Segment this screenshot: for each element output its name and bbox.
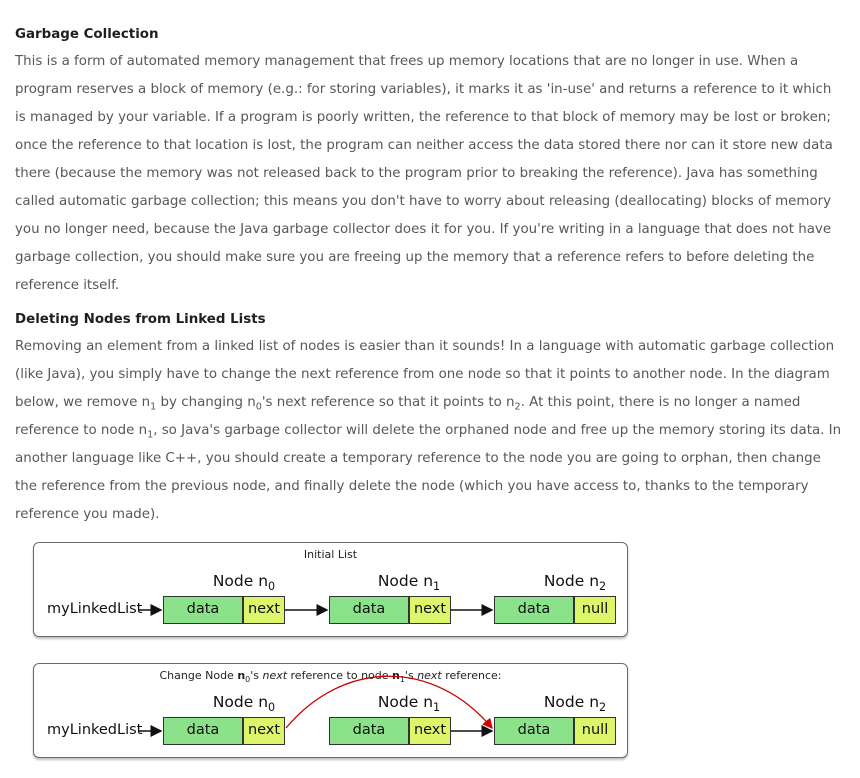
diagram-caption: Change Node $n_0's$ next reference to node $n_1's$ next reference: xyxy=(159,669,502,684)
node-data-cell: data xyxy=(329,717,409,745)
diagram-caption: Initial List xyxy=(303,548,358,561)
node-label: Node $n_1$ xyxy=(377,693,441,714)
deleting-nodes-section xyxy=(15,310,845,529)
node-label: Node $n_2$ xyxy=(543,693,607,714)
node-data-cell: data xyxy=(329,596,409,624)
node-null-cell: null xyxy=(574,596,616,624)
node-next-cell: next xyxy=(409,596,451,624)
changed-list-diagram xyxy=(33,663,628,758)
deleting-nodes-paragraph: Removing an element from a linked list of nodes is easier than it sounds! In a language with automatic garbage collection (like Java), you simply have to change the next reference from one node so that it points to another node. In the diagram below, we remove $n_1$ by changing $n_0's$ next reference so that it points to $n_2$. At this point, there is no longer a named reference to node $n_1$, so Java's garbage collector will delete the orphaned node and free up the memory storing its data. In another language like C++, you should create a temporary reference to the node you are going to orphan, then change the reference from the previous node, and finally delete the node (which you have access to, thanks to the temporary reference you made). xyxy=(15,339,842,522)
node-label: Node $n_2$ xyxy=(543,572,607,593)
pointer-arrows xyxy=(34,543,627,636)
pointer-arrows xyxy=(34,664,627,757)
node-label: Node $n_0$ xyxy=(212,572,276,593)
node-label: Node $n_0$ xyxy=(212,693,276,714)
garbage-collection-section xyxy=(15,25,845,300)
deleting-nodes-heading: Deleting Nodes from Linked Lists xyxy=(15,312,266,327)
node-data-cell: data xyxy=(494,717,574,745)
list-head-label: myLinkedList xyxy=(47,722,143,738)
node-next-cell: next xyxy=(243,596,285,624)
node-data-cell: data xyxy=(494,596,574,624)
initial-list-diagram xyxy=(33,542,628,637)
node-label: Node $n_1$ xyxy=(377,572,441,593)
garbage-collection-heading: Garbage Collection xyxy=(15,27,159,42)
redirected-next-arrow xyxy=(286,676,492,728)
node-null-cell: null xyxy=(574,717,616,745)
node-next-cell: next xyxy=(243,717,285,745)
list-head-label: myLinkedList xyxy=(47,601,143,617)
node-next-cell: next xyxy=(409,717,451,745)
node-data-cell: data xyxy=(163,596,243,624)
garbage-collection-paragraph: This is a form of automated memory management that frees up memory locations that are no longer in use. When a program reserves a block of memory (e.g.: for storing variables), it marks it as 'in-use' and returns a reference to it which is managed by your variable. If a program is poorly written, the reference to that block of memory may be lost or broken; once the reference to that location is lost, the program can neither access the data stored there nor can it store new data there (because the memory was not released back to the program prior to breaking the reference). Java has something called automatic garbage collection; this means you don't have to worry about releasing (deallocating) blocks of memory you no longer need, because the Java garbage collector does it for you. If you're writing in a language that does not have garbage collection, you should make sure you are freeing up the memory that a reference refers to before deleting the reference itself. xyxy=(15,54,833,293)
node-data-cell: data xyxy=(163,717,243,745)
